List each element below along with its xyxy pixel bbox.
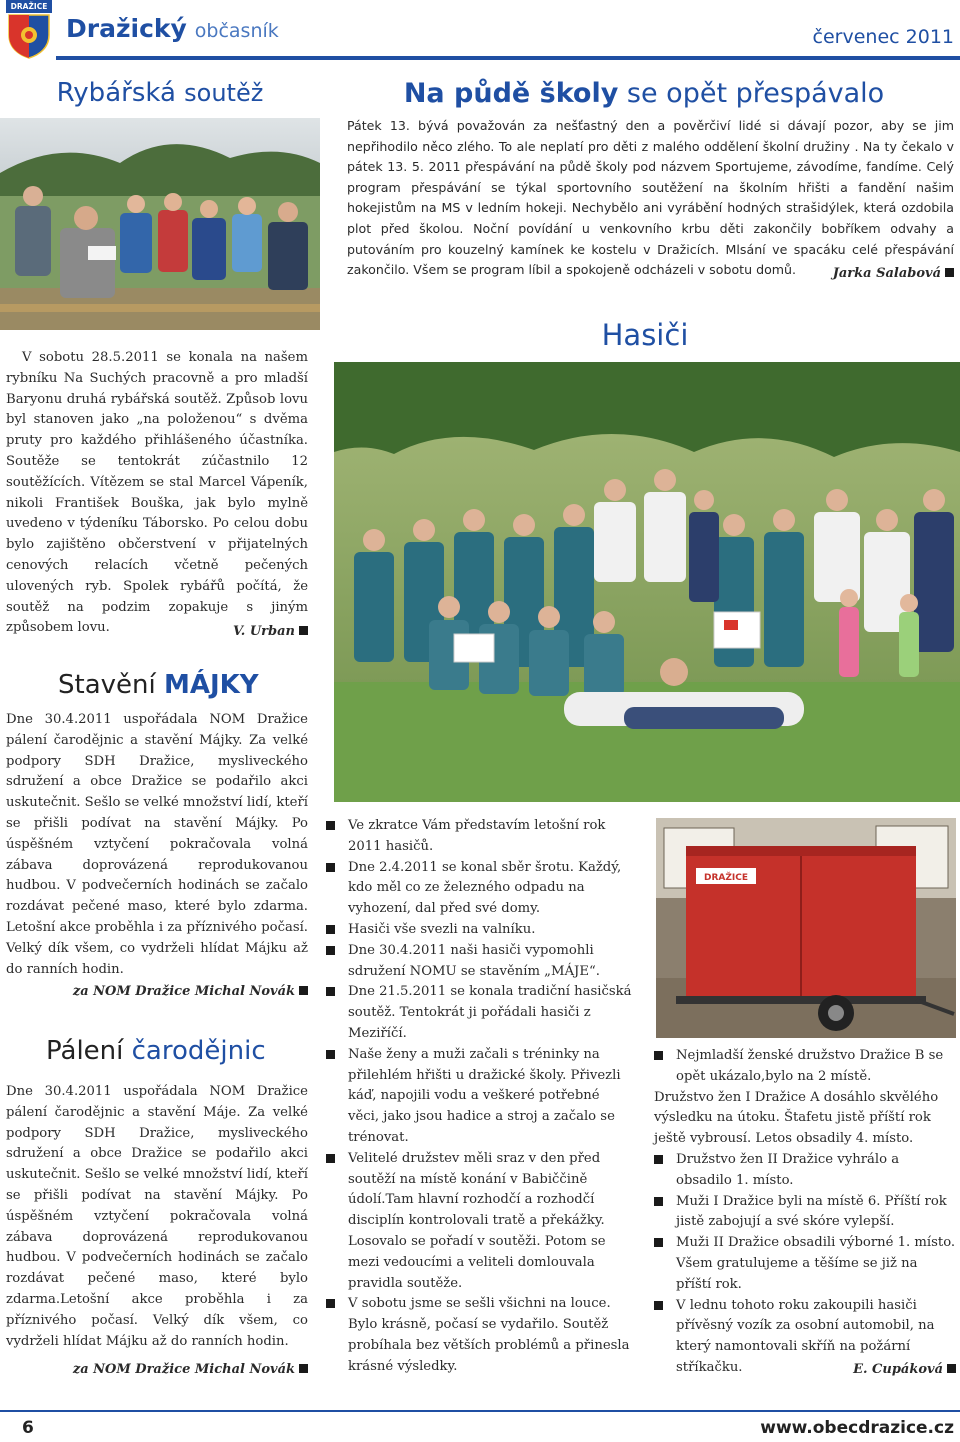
fishing-signature xyxy=(6,624,308,639)
school-title-light: se opět přespávalo xyxy=(626,78,885,109)
fishing-paragraph: V sobotu 28.5.2011 se konala na našem rybníku Na Suchých pracovně a pro mladší Baryonu druhá rybářská soutěž. Způsob lovu byl stanoven jako „na položenou“ s dvěma pruty pro každého přihlášeného účastníka. Soutěže se tentokrát zúčastnilo 12 soutěžících. Vítězem se stal Marcel Vápeník, nikoli František Bouška, jak bylo mylně uvedeno v týdeníku Táborsko. Po celou dobu bylo zajištěno občerstvení v přijatelných cenových relacích včetně pečených ulovených ryb. Spolek rybářů počítá, že soutěž na podzim zopakuje s jiným způsobem lovu. xyxy=(6,350,308,636)
fishing-body xyxy=(6,348,308,639)
school-signature-text: Jarka Salabová xyxy=(832,266,941,281)
carodejnice-signature-text: za NOM Dražice Michal Novák xyxy=(72,1362,295,1377)
shield-icon xyxy=(6,13,52,59)
header-title xyxy=(66,14,279,43)
hasici-result-item: Muži I Dražice byli na místě 6. Příští rok jistě zabojují a své skóre vylepší. xyxy=(654,1192,956,1234)
carodejnice-body xyxy=(6,1082,308,1352)
hasici-item: V sobotu jsme se sešli všichni na louce. Bylo krásně, počasí se vydařilo. Soutěž probíhala bez větších problémů a přinesla krásné výsledky. xyxy=(326,1294,632,1377)
fire-trailer-photo xyxy=(656,818,956,1038)
carodejnice-title-bold: čarodějnic xyxy=(131,1036,266,1066)
school-title-bold: Na půdě školy xyxy=(403,78,619,109)
hasici-signature xyxy=(654,1362,956,1377)
firefighters-group-photo xyxy=(334,362,960,802)
carodejnice-signature xyxy=(6,1362,308,1377)
website-link[interactable]: www.obecdrazice.cz xyxy=(760,1418,954,1438)
header xyxy=(0,0,960,60)
end-square-icon xyxy=(299,1364,308,1373)
hasici-left-column xyxy=(326,816,632,1378)
footer xyxy=(0,1400,960,1442)
school-title xyxy=(334,78,954,109)
issue-date: červenec 2011 xyxy=(812,26,954,48)
fishing-title-bold: Rybářská xyxy=(56,78,176,108)
logo-label: DRAŽICE xyxy=(6,0,52,13)
hasici-item: Hasiči vše svezli na valníku. xyxy=(326,920,632,941)
carodejnice-paragraph: Dne 30.4.2011 uspořádala NOM Dražice pálení čarodějnic a stavění Máje. Za velké podpory SDH Dražice, mysliveckého sdružení a obce Dražice se podařilo akci uskutečnit. Sešlo se velké množství lidí, kteří se přišli podívat na stavění Májky. Po úspěšném vztyčení pokračovala volná zábava doprovázená reprodukovanou hudbou. V podvečerních hodinách se začalo rozdávat pečené maso, které bylo zdarma.Letošní akce proběhla i za příznivého počasí. Velký dík všem, co vydrželi hlídat Májku až do ranních hodin. xyxy=(6,1084,308,1349)
fishing-title-light: soutěž xyxy=(184,79,264,107)
majka-paragraph: Dne 30.4.2011 uspořádala NOM Dražice pálení čarodějnic a stavění Májky. Za velké podpory SDH Dražice, mysliveckého sdružení a obce Dražice se podařilo akci uskutečnit. Sešlo se velké množství lidí, kteří se přišli podívat na stavění Májky. Po úspěšném vztyčení pokračovala volná zábava doprovázená reprodukovanou hudbou. V podvečerních hodinách se začalo rozdávat pečené maso, které bylo zdarma. Letošní akce proběhla i za příznivého počasí. Velký dík všem, co vydrželi hlídat Májku až do ranních hodin. xyxy=(6,712,308,977)
header-rule xyxy=(56,56,960,60)
end-square-icon xyxy=(299,986,308,995)
hasici-item: Naše ženy a muži začali s tréninky na přilehlém hřišti u dražické školy. Přivezli káď, napojili vodu a veškeré potřebné věci, jako jsou hadice a stroj a začalo se trénovat. xyxy=(326,1045,632,1149)
hasici-item: Dne 30.4.2011 naši hasiči vypomohli sdružení NOMU se stavěním „MÁJE“. xyxy=(326,941,632,983)
hasici-item: Ve zkratce Vám představím letošní rok 2011 hasičů. xyxy=(326,816,632,858)
school-signature xyxy=(600,266,954,281)
majka-title xyxy=(58,670,259,700)
carodejnice-title-light: Pálení xyxy=(46,1036,124,1066)
page-number: 6 xyxy=(22,1418,34,1438)
majka-title-bold: MÁJKY xyxy=(163,670,259,700)
majka-signature-text: za NOM Dražice Michal Novák xyxy=(72,984,295,999)
fishing-title xyxy=(0,78,320,108)
trailer-label: DRAŽICE xyxy=(704,873,748,883)
hasici-item: Dne 2.4.2011 se konal sběr šrotu. Každý, kdo měl co ze železného odpadu na vyhození, dal před své domy. xyxy=(326,858,632,920)
school-paragraph: Pátek 13. bývá považován za nešťastný den a pověrčiví lidé si dávají pozor, aby se jim nepřihodilo něco zlého. To ale neplatí pro děti z malého oddělení školní družiny . Na ty čekalo v pátek 13. 5. 2011 přespávání na půdě školy pod názvem Sportujeme, závodíme, fandíme. Celý program přespávání se týkal sportovního soutěžení na školním hřišti a fandění našim hokejistům na MS v ledním hokeji. Nechybělo ani vyrábění hodných strašidýlek, která ozdobila plot před školou. Noční povídání u venkovního krbu děti zakončily bobříkem odvahy a putováním pro kouzelný kamínek ke kostelu v Dražicích. Mlsání ve spacáku celé přespávání zakončilo. Všem se program líbil a spokojeně odcházeli v sobotu domů. xyxy=(347,118,954,278)
school-body xyxy=(347,116,954,281)
hasici-title: Hasiči xyxy=(601,318,689,352)
hasici-result-item: Nejmladší ženské družstvo Dražice B se opět ukázalo,bylo na 2 místě. xyxy=(654,1046,956,1088)
carodejnice-title xyxy=(46,1036,266,1066)
hasici-result-item: Družstvo žen I Dražice A dosáhlo skvělého výsledku na útoku. Štafetu jistě příští rok ještě vybrousí. Letos obsadily 4. místo. xyxy=(654,1089,939,1147)
end-square-icon xyxy=(299,626,308,635)
footer-rule xyxy=(0,1410,960,1412)
hasici-signature-text: E. Cupáková xyxy=(853,1362,943,1377)
hasici-item: Dne 21.5.2011 se konala tradiční hasičská soutěž. Tentokrát ji pořádali hasiči z Meziříčí. xyxy=(326,982,632,1044)
majka-signature xyxy=(6,984,308,999)
end-square-icon xyxy=(945,268,954,277)
majka-title-light: Stavění xyxy=(58,670,156,700)
hasici-right-column xyxy=(654,1046,956,1379)
fishing-signature-text: V. Urban xyxy=(232,624,295,639)
end-square-icon xyxy=(947,1364,956,1373)
majka-body xyxy=(6,710,308,980)
fishing-photo xyxy=(0,118,320,330)
header-title-bold: Dražický xyxy=(66,14,187,43)
hasici-result-item: Družstvo žen II Dražice vyhrálo a obsadilo 1. místo. xyxy=(654,1150,956,1192)
header-title-light: občasník xyxy=(194,20,279,42)
hasici-item: Velitelé družstev měli sraz v den před soutěží na místě konání v Babiččině údolí.Tam hlavní rozhodčí a rozhodčí disciplín kontrolovali tratě a překážky. Losovalo se pořadí v soutěži. Potom se mezi vedoucími a veliteli domlouvala pravidla soutěže. xyxy=(326,1149,632,1295)
coat-of-arms-logo xyxy=(6,0,52,60)
hasici-result-item: Muži II Dražice obsadili výborné 1. místo. Všem gratulujeme a těšíme se již na příští rok. xyxy=(654,1233,956,1295)
hasici-result-item: V lednu tohoto roku zakoupili hasiči přívěsný vozík za osobní automobil, na který namontovali skříň na požární stříkačku. xyxy=(654,1296,956,1379)
